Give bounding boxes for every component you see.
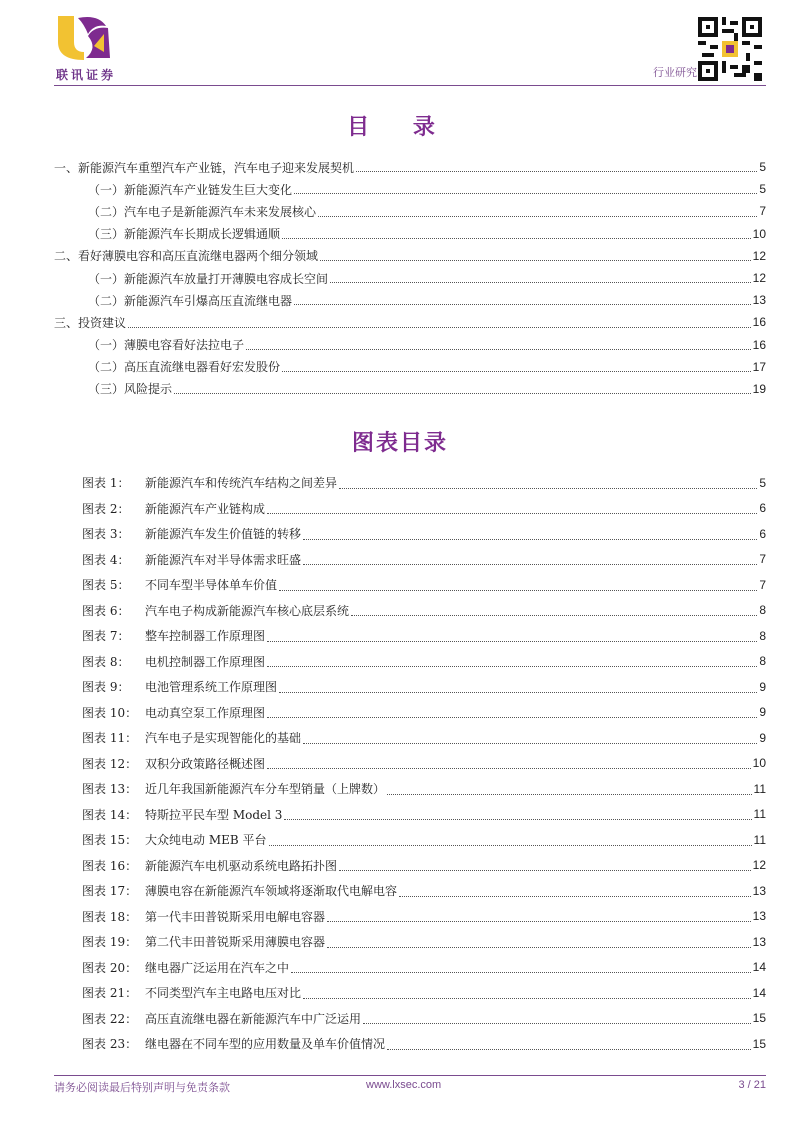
figure-leader-dots <box>327 946 751 948</box>
toc-leader-dots <box>282 237 751 239</box>
figure-entry-page: 9 <box>759 730 766 745</box>
figure-entry-page: 12 <box>752 858 766 873</box>
figure-entry-page: 14 <box>752 985 766 1000</box>
figure-entry-title: 电机控制器工作原理图 <box>145 654 266 669</box>
figure-entry[interactable] <box>82 572 766 598</box>
toc-entry-title: （三）风险提示 <box>88 382 173 397</box>
toc-leader-dots <box>330 281 751 283</box>
figure-entry-title: 继电器广泛运用在汽车之中 <box>145 960 290 975</box>
figure-entry[interactable] <box>82 827 766 853</box>
figure-entry[interactable] <box>82 700 766 726</box>
toc-entry-title: （二）新能源汽车引爆高压直流继电器 <box>88 293 293 308</box>
figure-entry-page: 8 <box>759 654 766 669</box>
figure-entry-label: 图表 9： <box>82 680 130 695</box>
toc-leader-dots <box>356 170 757 172</box>
figure-entry[interactable] <box>82 1006 766 1032</box>
toc-entry-page: 12 <box>752 248 766 263</box>
toc-entry[interactable] <box>54 289 766 311</box>
figure-leader-dots <box>279 691 757 693</box>
figure-entry-title: 继电器在不同车型的应用数量及单车价值情况 <box>145 1037 386 1052</box>
toc-leader-dots <box>318 215 757 217</box>
page-header <box>0 0 800 90</box>
figure-leader-dots <box>399 895 751 897</box>
figure-leader-dots <box>363 1022 751 1024</box>
figure-entry[interactable] <box>82 470 766 496</box>
figure-entry-page: 6 <box>759 526 766 541</box>
toc-entry[interactable] <box>54 178 766 200</box>
figure-entry-page: 11 <box>753 781 766 796</box>
figure-entry-title: 电动真空泵工作原理图 <box>145 705 266 720</box>
figure-entry-label: 图表 14： <box>82 807 138 822</box>
figure-entry-page: 8 <box>759 628 766 643</box>
figure-leader-dots <box>291 971 751 973</box>
figure-entry-label: 图表 11： <box>82 731 138 746</box>
figure-entry[interactable] <box>82 725 766 751</box>
figure-leader-dots <box>267 716 757 718</box>
footer-website-link[interactable]: www.lxsec.com <box>366 1079 442 1091</box>
figure-entry[interactable] <box>82 521 766 547</box>
figure-entry[interactable] <box>82 547 766 573</box>
toc-entry[interactable] <box>54 334 766 356</box>
figure-entry-page: 9 <box>759 705 766 720</box>
figure-entry-label: 图表 13： <box>82 782 138 797</box>
figure-entry-label: 图表 12： <box>82 756 138 771</box>
figure-entry-title: 第一代丰田普锐斯采用电解电容器 <box>145 909 326 924</box>
figure-leader-dots <box>303 538 757 540</box>
figure-entry-title: 汽车电子是实现智能化的基础 <box>145 731 302 746</box>
toc-title: 目 录 <box>347 115 453 140</box>
figure-entry[interactable] <box>82 802 766 828</box>
toc-leader-dots <box>174 392 751 394</box>
toc-entry-page: 19 <box>752 381 766 396</box>
toc-entry-page: 13 <box>752 293 766 308</box>
toc-entry-title: （三）新能源汽车长期成长逻辑通顺 <box>88 227 281 242</box>
toc-entry-page: 5 <box>759 160 766 175</box>
toc-entry[interactable] <box>54 267 766 289</box>
table-of-contents <box>54 156 766 400</box>
figure-entry-title: 新能源汽车对半导体需求旺盛 <box>145 552 302 567</box>
figure-leader-dots <box>351 614 757 616</box>
toc-entry-title: 一、新能源汽车重塑汽车产业链，汽车电子迎来发展契机 <box>54 160 355 175</box>
figure-entry-label: 图表 15： <box>82 833 138 848</box>
figure-leader-dots <box>267 665 757 667</box>
toc-entry[interactable] <box>54 311 766 333</box>
toc-entry-page: 12 <box>752 271 766 286</box>
figure-entry-page: 11 <box>753 832 766 847</box>
toc-entry-title: （一）新能源汽车放量打开薄膜电容成长空间 <box>88 271 329 286</box>
figure-entry[interactable] <box>82 955 766 981</box>
figure-entry-title: 第二代丰田普锐斯采用薄膜电容器 <box>145 935 326 950</box>
toc-entry-title: 二、看好薄膜电容和高压直流继电器两个细分领域 <box>54 249 319 264</box>
figure-entry-label: 图表 17： <box>82 884 138 899</box>
toc-entry[interactable] <box>54 378 766 400</box>
toc-leader-dots <box>282 370 751 372</box>
toc-leader-dots <box>320 259 751 261</box>
figure-entry-page: 11 <box>753 807 766 822</box>
figure-entry-page: 5 <box>759 475 766 490</box>
figure-entry-label: 图表 2： <box>82 501 130 516</box>
figure-leader-dots <box>267 512 757 514</box>
figure-leader-dots <box>327 920 751 922</box>
toc-entry[interactable] <box>54 200 766 222</box>
figure-list-title: 图表目录 <box>351 431 448 456</box>
toc-entry[interactable] <box>54 245 766 267</box>
figure-entry-label: 图表 3： <box>82 527 130 542</box>
figure-entry[interactable] <box>82 980 766 1006</box>
figure-leader-dots <box>279 589 757 591</box>
figure-entry[interactable] <box>82 929 766 955</box>
figure-entry-title: 双积分政策路径概述图 <box>145 756 266 771</box>
figure-entry-title: 特斯拉平民车型 Model 3 <box>145 807 283 822</box>
figure-entry-title: 大众纯电动 MEB 平台 <box>145 833 267 848</box>
figure-entry[interactable] <box>82 649 766 675</box>
figure-entry-title: 汽车电子构成新能源汽车核心底层系统 <box>145 603 350 618</box>
figure-list <box>82 470 766 1057</box>
header-divider <box>54 85 766 86</box>
footer-divider <box>54 1075 766 1076</box>
figure-entry-title: 高压直流继电器在新能源汽车中广泛运用 <box>145 1011 362 1026</box>
figure-leader-dots <box>303 742 757 744</box>
brand-name: 联讯证券 <box>56 68 117 82</box>
figure-entry-label: 图表 22： <box>82 1011 138 1026</box>
toc-entry-page: 16 <box>752 315 766 330</box>
figure-entry[interactable] <box>82 674 766 700</box>
figure-leader-dots <box>303 997 751 999</box>
section-label: 行业研究 <box>653 66 697 79</box>
figure-entry[interactable] <box>82 878 766 904</box>
figure-entry[interactable] <box>82 776 766 802</box>
figure-entry-page: 10 <box>752 756 766 771</box>
figure-entry-label: 图表 7： <box>82 629 130 644</box>
figure-entry-page: 13 <box>752 883 766 898</box>
figure-entry-page: 15 <box>752 1036 766 1051</box>
footer-disclaimer[interactable]: 请务必阅读最后特别声明与免责条款 <box>54 1081 230 1094</box>
figure-entry[interactable] <box>82 496 766 522</box>
figure-leader-dots <box>267 767 751 769</box>
figure-entry-page: 7 <box>759 552 766 567</box>
toc-entry-page: 7 <box>759 204 766 219</box>
figure-entry-label: 图表 16： <box>82 858 138 873</box>
toc-leader-dots <box>128 326 751 328</box>
toc-entry-title: （二）汽车电子是新能源汽车未来发展核心 <box>88 204 317 219</box>
figure-entry-title: 新能源汽车发生价值链的转移 <box>145 527 302 542</box>
figure-leader-dots <box>339 869 751 871</box>
figure-entry-label: 图表 4： <box>82 552 130 567</box>
figure-entry-page: 13 <box>752 909 766 924</box>
toc-entry-page: 16 <box>752 337 766 352</box>
figure-entry-page: 9 <box>759 679 766 694</box>
figure-leader-dots <box>267 640 757 642</box>
figure-leader-dots <box>339 487 757 489</box>
figure-entry-label: 图表 19： <box>82 935 138 950</box>
figure-entry-page: 14 <box>752 960 766 975</box>
figure-leader-dots <box>269 844 752 846</box>
figure-entry-title: 薄膜电容在新能源汽车领域将逐渐取代电解电容 <box>145 884 398 899</box>
toc-entry-title: 三、投资建议 <box>54 315 127 330</box>
figure-entry-label: 图表 20： <box>82 960 138 975</box>
toc-entry-title: （一）新能源汽车产业链发生巨大变化 <box>88 182 293 197</box>
figure-entry[interactable] <box>82 623 766 649</box>
figure-entry-title: 近几年我国新能源汽车分车型销量（上牌数） <box>145 782 386 797</box>
company-logo <box>54 12 144 84</box>
logo-emblem-icon <box>54 12 114 64</box>
toc-entry-title: （二）高压直流继电器看好宏发股份 <box>88 360 281 375</box>
figure-entry-title: 不同类型汽车主电路电压对比 <box>145 986 302 1001</box>
figure-entry[interactable] <box>82 1031 766 1057</box>
figure-entry-title: 整车控制器工作原理图 <box>145 629 266 644</box>
figure-entry-page: 8 <box>759 603 766 618</box>
toc-entry[interactable] <box>54 223 766 245</box>
figure-entry-label: 图表 10： <box>82 705 138 720</box>
figure-entry-title: 新能源汽车和传统汽车结构之间差异 <box>145 476 338 491</box>
toc-entry[interactable] <box>54 356 766 378</box>
figure-entry[interactable] <box>82 853 766 879</box>
figure-leader-dots <box>284 818 751 820</box>
figure-leader-dots <box>387 793 752 795</box>
toc-entry-page: 5 <box>759 182 766 197</box>
toc-leader-dots <box>294 192 757 194</box>
toc-leader-dots <box>294 303 751 305</box>
figure-entry-page: 13 <box>752 934 766 949</box>
figure-entry[interactable] <box>82 904 766 930</box>
toc-leader-dots <box>246 348 751 350</box>
figure-entry-label: 图表 21： <box>82 986 138 1001</box>
figure-entry-title: 新能源汽车产业链构成 <box>145 501 266 516</box>
figure-entry-title: 电池管理系统工作原理图 <box>145 680 278 695</box>
figure-entry[interactable] <box>82 598 766 624</box>
qr-code-icon <box>698 17 762 81</box>
figure-entry[interactable] <box>82 751 766 777</box>
figure-leader-dots <box>387 1048 751 1050</box>
figure-entry-title: 不同车型半导体单车价值 <box>145 578 278 593</box>
figure-entry-title: 新能源汽车电机驱动系统电路拓扑图 <box>145 858 338 873</box>
footer-page-indicator: 3 / 21 <box>738 1079 766 1091</box>
figure-entry-label: 图表 6： <box>82 603 130 618</box>
toc-entry[interactable] <box>54 156 766 178</box>
toc-entry-page: 10 <box>752 226 766 241</box>
toc-entry-page: 17 <box>752 359 766 374</box>
figure-entry-label: 图表 5： <box>82 578 130 593</box>
figure-entry-label: 图表 18： <box>82 909 138 924</box>
toc-entry-title: （一）薄膜电容看好法拉电子 <box>88 338 245 353</box>
figure-entry-page: 6 <box>759 501 766 516</box>
figure-leader-dots <box>303 563 757 565</box>
figure-entry-label: 图表 8： <box>82 654 130 669</box>
figure-entry-page: 15 <box>752 1011 766 1026</box>
figure-entry-label: 图表 1： <box>82 476 130 491</box>
figure-entry-label: 图表 23： <box>82 1037 138 1052</box>
figure-entry-page: 7 <box>759 577 766 592</box>
